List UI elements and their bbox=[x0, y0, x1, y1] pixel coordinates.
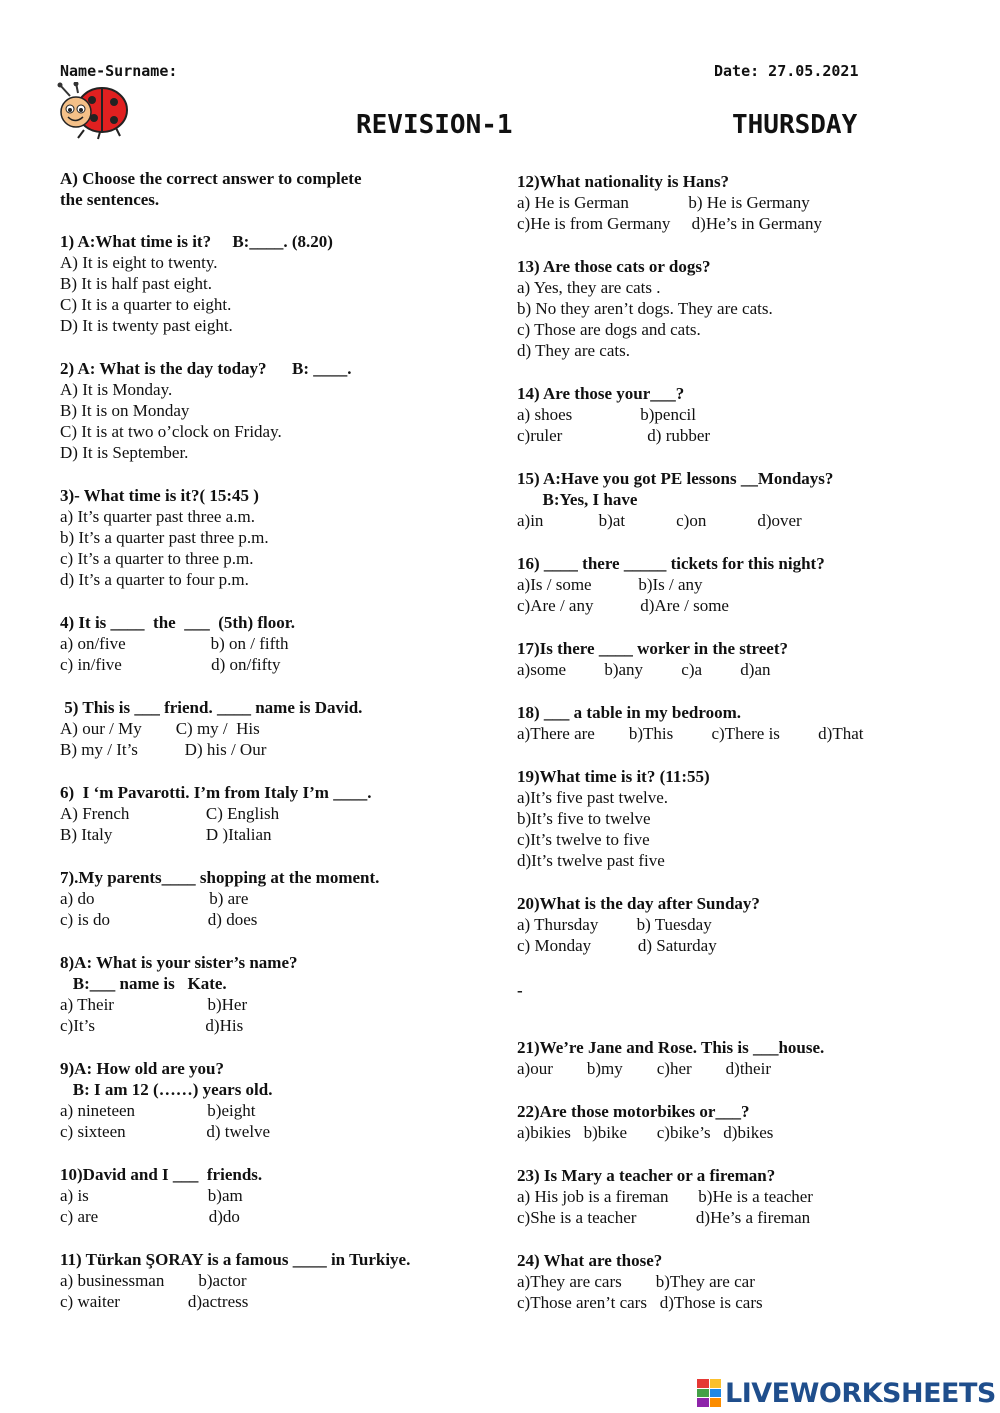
answer-options: a) businessman b)actor c) waiter d)actress bbox=[60, 1271, 249, 1311]
ladybug-icon bbox=[54, 82, 130, 140]
answer-options: a) do b) are c) is do d) does bbox=[60, 889, 258, 929]
answer-options: A) It is Monday. B) It is on Monday C) It is at two o’clock on Friday. D) It is September. bbox=[60, 380, 282, 462]
question-block bbox=[517, 256, 957, 361]
question-block bbox=[517, 468, 957, 531]
answer-options: a) shoes b)pencil c)ruler d) rubber bbox=[517, 405, 711, 445]
question-stem: 19)What time is it? (11:55) bbox=[517, 767, 710, 786]
question-block bbox=[60, 867, 480, 930]
question-block bbox=[60, 231, 480, 336]
question-list-left bbox=[60, 231, 480, 1312]
question-block bbox=[517, 766, 957, 871]
question-stem: 12)What nationality is Hans? bbox=[517, 172, 730, 191]
answer-options: a)They are cars b)They are car c)Those aren’t cars d)Those is cars bbox=[517, 1272, 763, 1312]
logo-tile bbox=[710, 1398, 722, 1407]
question-block bbox=[60, 1249, 480, 1312]
question-stem: 9)A: How old are you? B: I am 12 (……) years old. bbox=[60, 1059, 273, 1099]
answer-options: a) on/five b) on / fifth c) in/five d) on/fifty bbox=[60, 634, 289, 674]
question-stem: 2) A: What is the day today? B: ____. bbox=[60, 359, 352, 378]
question-list-right-bottom bbox=[517, 1037, 957, 1313]
question-block bbox=[60, 697, 480, 760]
question-block bbox=[60, 485, 480, 590]
answer-options: a) It’s quarter past three a.m. b) It’s a quarter past three p.m. c) It’s a quarter to three p.m. d) It’s a quarter to four p.m. bbox=[60, 507, 269, 589]
answer-options: a) Thursday b) Tuesday c) Monday d) Saturday bbox=[517, 915, 717, 955]
question-stem: 15) A:Have you got PE lessons __Mondays? B:Yes, I have bbox=[517, 469, 834, 509]
question-stem: 20)What is the day after Sunday? bbox=[517, 894, 760, 913]
question-block bbox=[517, 638, 957, 680]
answer-options: a) Yes, they are cats . b) No they aren’t dogs. They are cats. c) Those are dogs and cats. d) They are cats. bbox=[517, 278, 773, 360]
separator-dash: - bbox=[517, 981, 523, 1000]
answer-options: a) is b)am c) are d)do bbox=[60, 1186, 243, 1226]
question-block bbox=[517, 383, 957, 446]
question-stem: 8)A: What is your sister’s name? B:___ name is Kate. bbox=[60, 953, 298, 993]
answer-options: a) His job is a fireman b)He is a teacher c)She is a teacher d)He’s a fireman bbox=[517, 1187, 813, 1227]
question-stem: 18) ___ a table in my bedroom. bbox=[517, 703, 741, 722]
right-column bbox=[517, 171, 957, 1335]
question-stem: 16) ____ there _____ tickets for this night? bbox=[517, 554, 825, 573]
answer-options: a)our b)my c)her d)their bbox=[517, 1059, 771, 1078]
question-block bbox=[60, 612, 480, 675]
question-stem: 13) Are those cats or dogs? bbox=[517, 257, 711, 276]
question-stem: 21)We’re Jane and Rose. This is ___house. bbox=[517, 1038, 825, 1057]
question-block bbox=[517, 702, 957, 744]
question-block bbox=[60, 358, 480, 463]
question-block bbox=[60, 1164, 480, 1227]
answer-options: a)There are b)This c)There is d)That bbox=[517, 724, 864, 743]
logo-tile bbox=[697, 1379, 709, 1388]
liveworksheets-brand: LIVEWORKSHEETS bbox=[725, 1377, 996, 1409]
answer-options: a)Is / some b)Is / any c)Are / any d)Are / some bbox=[517, 575, 729, 615]
liveworksheets-logo bbox=[697, 1376, 996, 1410]
instructions: A) Choose the correct answer to complete the sentences. bbox=[60, 169, 362, 209]
question-stem: 1) A:What time is it? B:____. (8.20) bbox=[60, 232, 333, 251]
question-stem: 23) Is Mary a teacher or a fireman? bbox=[517, 1166, 776, 1185]
question-stem: 22)Are those motorbikes or___? bbox=[517, 1102, 750, 1121]
question-stem: 4) It is ____ the ___ (5th) floor. bbox=[60, 613, 295, 632]
question-block bbox=[517, 1165, 957, 1228]
question-stem: 24) What are those? bbox=[517, 1251, 663, 1270]
answer-options: a) He is German b) He is Germany c)He is from Germany d)He’s in Germany bbox=[517, 193, 822, 233]
logo-tile bbox=[710, 1389, 722, 1398]
question-stem: 17)Is there ____ worker in the street? bbox=[517, 639, 789, 658]
question-stem: 11) Türkan ŞORAY is a famous ____ in Turkiye. bbox=[60, 1250, 411, 1269]
question-block bbox=[60, 1058, 480, 1142]
answer-options: a)It’s five past twelve. b)It’s five to twelve c)It’s twelve to five d)It’s twelve past five bbox=[517, 788, 669, 870]
left-column bbox=[60, 168, 480, 1334]
question-stem: 7).My parents____ shopping at the moment. bbox=[60, 868, 380, 887]
answer-options: A) French C) English B) Italy D )Italian bbox=[60, 804, 280, 844]
question-block bbox=[517, 1101, 957, 1143]
question-block bbox=[517, 553, 957, 616]
worksheet-day: THURSDAY bbox=[732, 110, 858, 140]
liveworksheets-logo-icon bbox=[697, 1379, 721, 1407]
question-block bbox=[517, 1250, 957, 1313]
question-stem: 14) Are those your___? bbox=[517, 384, 685, 403]
question-block bbox=[517, 1037, 957, 1079]
question-stem: 6) I ‘m Pavarotti. I’m from Italy I’m ____. bbox=[60, 783, 372, 802]
answer-options: a) Their b)Her c)It’s d)His bbox=[60, 995, 248, 1035]
answer-options: A) our / My C) my / His B) my / It’s D) his / Our bbox=[60, 719, 267, 759]
answer-options: a) nineteen b)eight c) sixteen d) twelve bbox=[60, 1101, 271, 1141]
question-stem: 10)David and I ___ friends. bbox=[60, 1165, 263, 1184]
answer-options: a)some b)any c)a d)an bbox=[517, 660, 771, 679]
date-label: Date: 27.05.2021 bbox=[714, 62, 859, 80]
logo-tile bbox=[697, 1389, 709, 1398]
answer-options: A) It is eight to twenty. B) It is half past eight. C) It is a quarter to eight. D) It is twenty past eight. bbox=[60, 253, 233, 335]
question-stem: 5) This is ___ friend. ____ name is David. bbox=[60, 698, 363, 717]
answer-options: a)in b)at c)on d)over bbox=[517, 511, 802, 530]
worksheet-title: REVISION-1 bbox=[356, 110, 513, 140]
logo-tile bbox=[710, 1379, 722, 1388]
question-block bbox=[517, 893, 957, 956]
logo-tile bbox=[697, 1398, 709, 1407]
question-block bbox=[60, 952, 480, 1036]
name-surname-label: Name-Surname: bbox=[60, 62, 178, 80]
question-block bbox=[517, 171, 957, 234]
question-block bbox=[60, 782, 480, 845]
question-stem: 3)- What time is it?( 15:45 ) bbox=[60, 486, 259, 505]
answer-options: a)bikies b)bike c)bike’s d)bikes bbox=[517, 1123, 774, 1142]
question-list-right-top bbox=[517, 171, 957, 956]
